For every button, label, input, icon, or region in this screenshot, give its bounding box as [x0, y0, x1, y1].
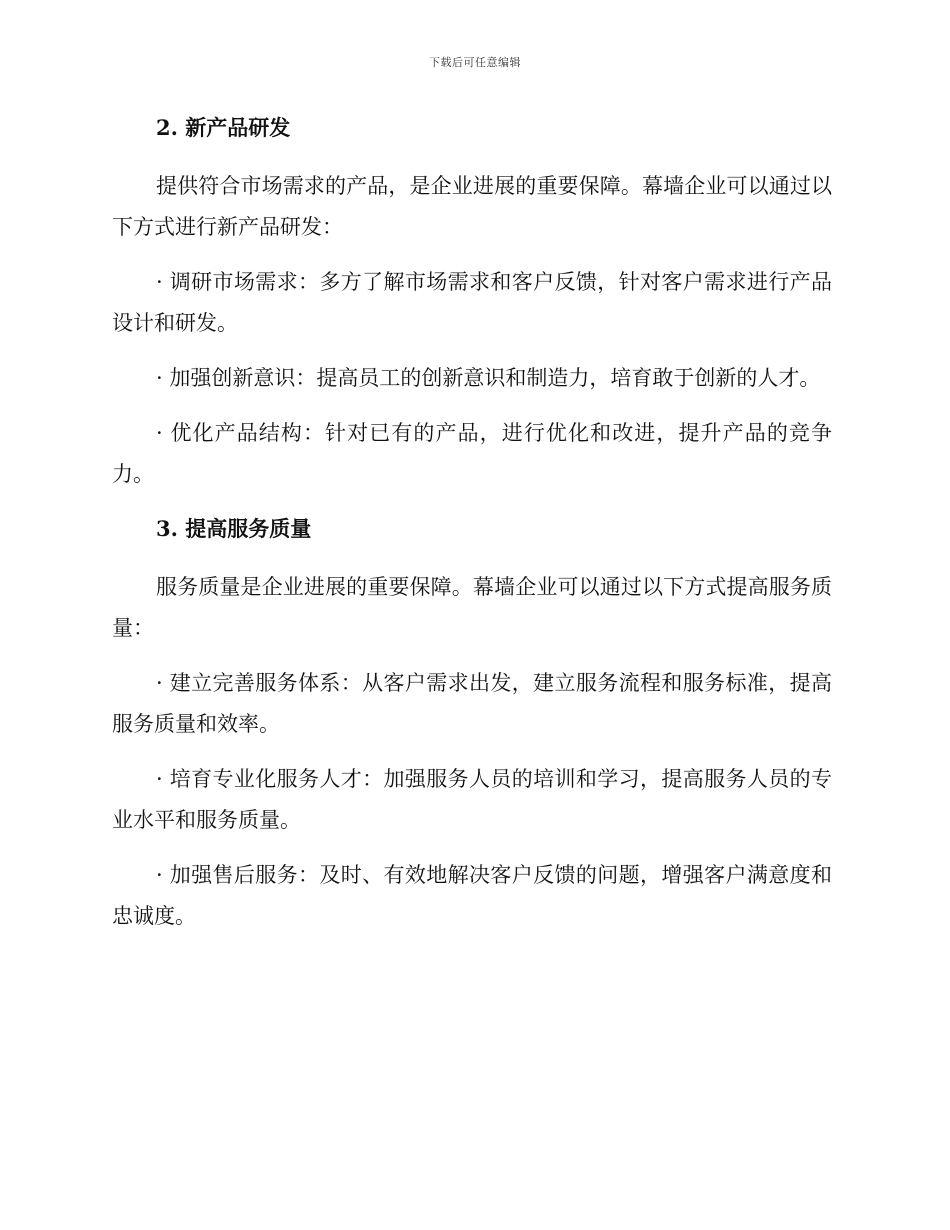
paragraph-bullet: · 加强创新意识：提高员工的创新意识和制造力，培育敢于创新的人才。 [156, 366, 821, 390]
header-note: 下载后可任意编辑 [429, 56, 521, 69]
paragraph-bullet: · 调研市场需求：多方了解市场需求和客户反馈，针对客户需求进行产品设计和研发。 [112, 270, 832, 335]
section-heading: 2. 新产品研发 [156, 115, 291, 140]
paragraph-intro: 服务质量是企业进展的重要保障。幕墙企业可以通过以下方式提高服务质量： [112, 575, 832, 640]
section-new-product [112, 108, 832, 495]
section-heading: 3. 提高服务质量 [156, 516, 312, 541]
document-body [112, 108, 832, 951]
paragraph-bullet: · 培育专业化服务人才：加强服务人员的培训和学习，提高服务人员的专业水平和服务质量。 [112, 767, 832, 832]
paragraph-bullet: · 建立完善服务体系：从客户需求出发，建立服务流程和服务标准，提高服务质量和效率。 [112, 671, 832, 736]
section-service-quality [112, 509, 832, 937]
paragraph-intro: 提供符合市场需求的产品，是企业进展的重要保障。幕墙企业可以通过以下方式进行新产品研发： [112, 174, 832, 239]
paragraph-bullet: · 优化产品结构：针对已有的产品，进行优化和改进，提升产品的竞争力。 [112, 421, 832, 486]
paragraph-bullet: · 加强售后服务：及时、有效地解决客户反馈的问题，增强客户满意度和忠诚度。 [112, 863, 832, 928]
